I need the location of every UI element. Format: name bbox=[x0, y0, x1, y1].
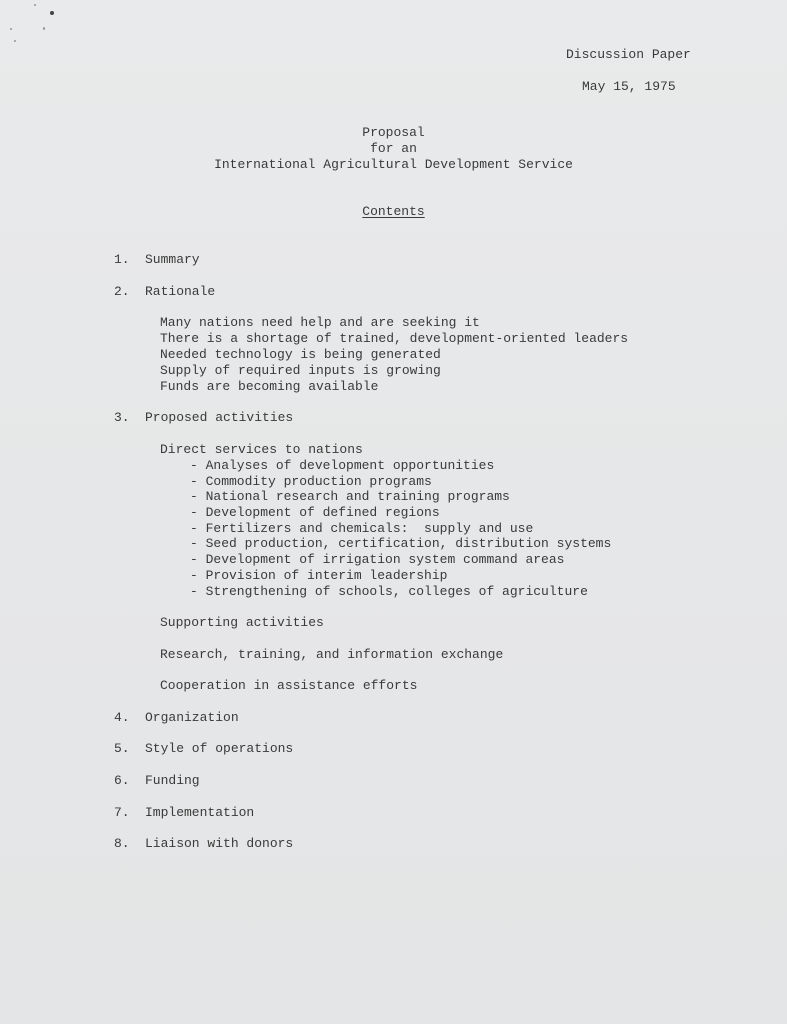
contents-heading: Contents bbox=[362, 204, 425, 219]
contents-item-organization: Organization bbox=[145, 710, 239, 725]
direct-service-item: - National research and training programs bbox=[190, 489, 510, 504]
ink-speck bbox=[14, 40, 16, 42]
supporting-activities-heading: Supporting activities bbox=[160, 615, 324, 630]
title-line-3: International Agricultural Development Service bbox=[214, 157, 573, 172]
ink-speck bbox=[43, 27, 45, 30]
item-number: 5. bbox=[114, 741, 130, 756]
contents-item-implementation: Implementation bbox=[145, 805, 255, 820]
ink-speck bbox=[34, 4, 36, 6]
title-line-2: for an bbox=[370, 141, 417, 156]
rationale-point: Needed technology is being generated bbox=[160, 347, 441, 362]
item-number: 6. bbox=[114, 773, 130, 788]
contents-item-funding: Funding bbox=[145, 773, 200, 788]
direct-service-item: - Development of defined regions bbox=[190, 505, 440, 520]
rationale-point: Funds are becoming available bbox=[160, 379, 379, 394]
direct-service-item: - Provision of interim leadership bbox=[190, 568, 448, 583]
ink-speck bbox=[10, 28, 12, 30]
rationale-point: There is a shortage of trained, development-oriented leaders bbox=[160, 331, 629, 346]
item-number: 8. bbox=[114, 836, 130, 851]
document-date: May 15, 1975 bbox=[582, 79, 676, 94]
direct-service-item: - Fertilizers and chemicals: supply and use bbox=[190, 521, 534, 536]
rationale-point: Supply of required inputs is growing bbox=[160, 363, 441, 378]
research-training-line: Research, training, and information exchange bbox=[160, 647, 504, 662]
direct-services-heading: Direct services to nations bbox=[160, 442, 363, 457]
contents-item-proposed-activities: Proposed activities bbox=[145, 410, 294, 425]
contents-item-style-of-operations: Style of operations bbox=[145, 741, 294, 756]
item-number: 4. bbox=[114, 710, 130, 725]
direct-service-item: - Analyses of development opportunities bbox=[190, 458, 495, 473]
title-line-1: Proposal bbox=[362, 125, 425, 140]
rationale-point: Many nations need help and are seeking it bbox=[160, 315, 480, 330]
contents-item-liaison-with-donors: Liaison with donors bbox=[145, 836, 294, 851]
contents-item-rationale: Rationale bbox=[145, 284, 216, 299]
direct-service-item: - Seed production, certification, distribution systems bbox=[190, 536, 612, 551]
direct-service-item: - Commodity production programs bbox=[190, 474, 432, 489]
item-number: 1. bbox=[114, 252, 130, 267]
cooperation-line: Cooperation in assistance efforts bbox=[160, 678, 418, 693]
direct-service-item: - Development of irrigation system command areas bbox=[190, 552, 565, 567]
contents-item-summary: Summary bbox=[145, 252, 200, 267]
item-number: 2. bbox=[114, 284, 130, 299]
ink-speck bbox=[50, 11, 54, 15]
direct-service-item: - Strengthening of schools, colleges of agriculture bbox=[190, 584, 588, 599]
document-type-label: Discussion Paper bbox=[566, 47, 691, 62]
item-number: 7. bbox=[114, 805, 130, 820]
item-number: 3. bbox=[114, 410, 130, 425]
